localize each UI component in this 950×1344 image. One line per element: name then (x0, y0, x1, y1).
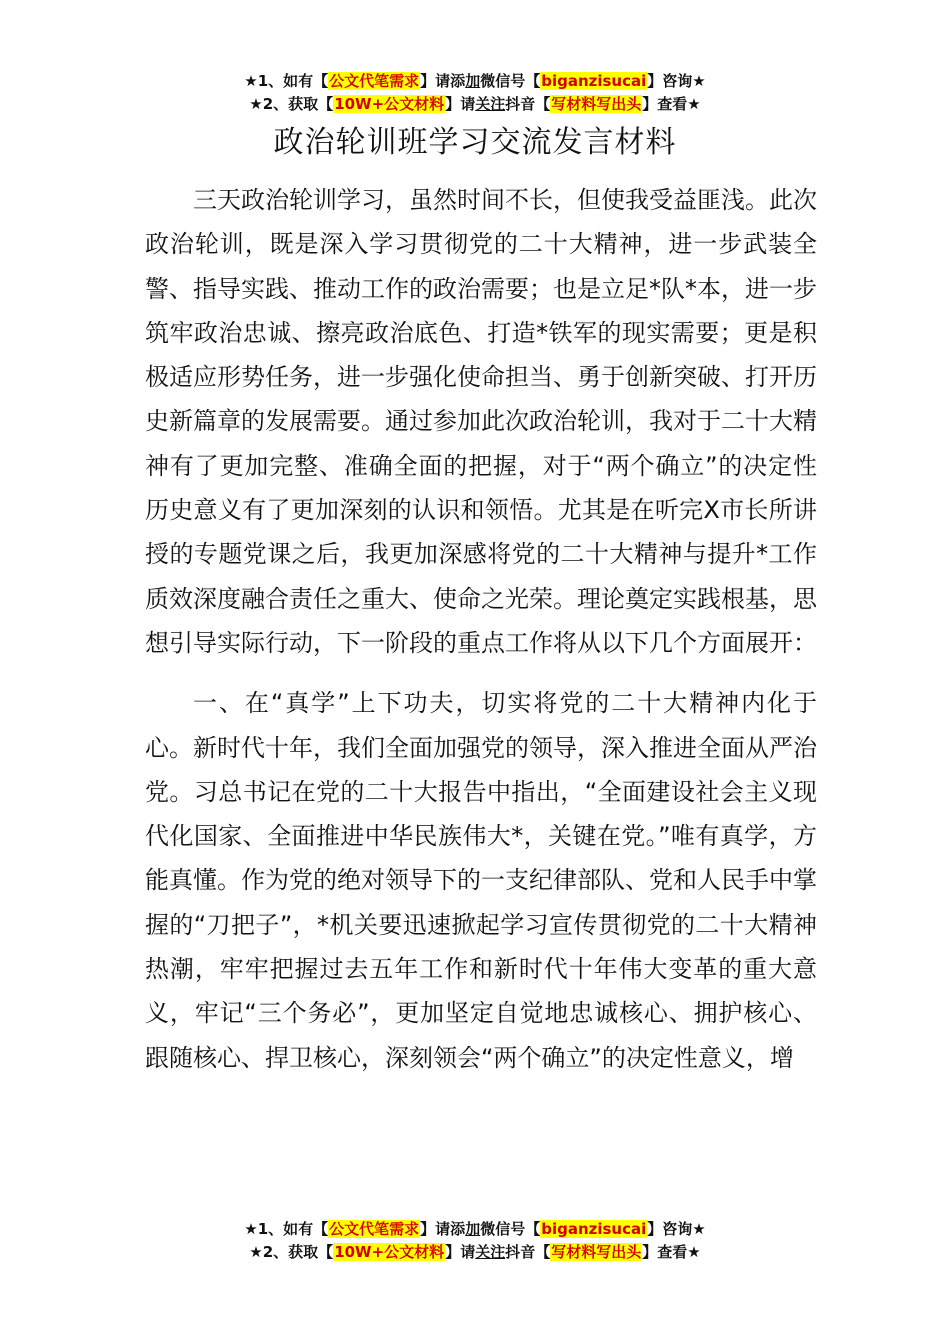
banner-line-douyin: ★2、获取【10W+公文材料】请关注抖音【写材料写出头】查看★ (249, 1243, 701, 1261)
header-banner (0, 70, 950, 116)
document-body (145, 178, 817, 1080)
banner-line-douyin: ★2、获取【10W+公文材料】请关注抖音【写材料写出头】查看★ (249, 95, 701, 113)
banner-line-wechat: ★1、如有【公文代笔需求】请添加微信号【biganzisucai】咨询★ (244, 72, 706, 90)
banner-highlight: 10W+公文材料 (334, 1243, 445, 1261)
banner-highlight: 公文代笔需求 (329, 72, 420, 90)
document-title: 政治轮训班学习交流发言材料 (273, 125, 677, 160)
banner-highlight: 10W+公文材料 (334, 95, 445, 113)
banner-highlight: biganzisucai (541, 1220, 647, 1238)
body-paragraph: 三天政治轮训学习，虽然时间不长，但使我受益匪浅。此次政治轮训，既是深入学习贯彻党的二十大精神，进一步武装全警、指导实践、推动工作的政治需要；也是立足*队*本，进一步筑牢政治忠诚、擦亮政治底色、打造*铁军的现实需要；更是积极适应形势任务，进一步强化使命担当、勇于创新突破、打开历史新篇章的发展需要。通过参加此次政治轮训，我对于二十大精神有了更加完整、准确全面的把握，对于“两个确立”的决定性历史意义有了更加深刻的认识和领悟。尤其是在听完X市长所讲授的专题党课之后，我更加深感将党的二十大精神与提升*工作质效深度融合责任之重大、使命之光荣。理论奠定实践根基，思想引导实际行动，下一阶段的重点工作将从以下几个方面展开： (145, 186, 817, 657)
footer-banner (0, 1218, 950, 1264)
body-paragraph: 一、在“真学”上下功夫，切实将党的二十大精神内化于心。新时代十年，我们全面加强党的领导，深入推进全面从严治党。习总书记在党的二十大报告中指出，“全面建设社会主义现代化国家、全面推进中华民族伟大*，关键在党。”唯有真学，方能真懂。作为党的绝对领导下的一支纪律部队、党和人民手中掌握的“刀把子”，*机关要迅速掀起学习宣传贯彻党的二十大精神热潮，牢牢把握过去五年工作和新时代十年伟大变革的重大意义，牢记“三个务必”，更加坚定自觉地忠诚核心、拥护核心、跟随核心、捍卫核心，深刻领会“两个确立”的决定性意义，增 (145, 689, 817, 1072)
banner-highlight: biganzisucai (541, 72, 647, 90)
banner-line-wechat: ★1、如有【公文代笔需求】请添加微信号【biganzisucai】咨询★ (244, 1220, 706, 1238)
banner-highlight: 写材料写出头 (551, 95, 642, 113)
banner-highlight: 写材料写出头 (551, 1243, 642, 1261)
banner-highlight: 公文代笔需求 (329, 1220, 420, 1238)
